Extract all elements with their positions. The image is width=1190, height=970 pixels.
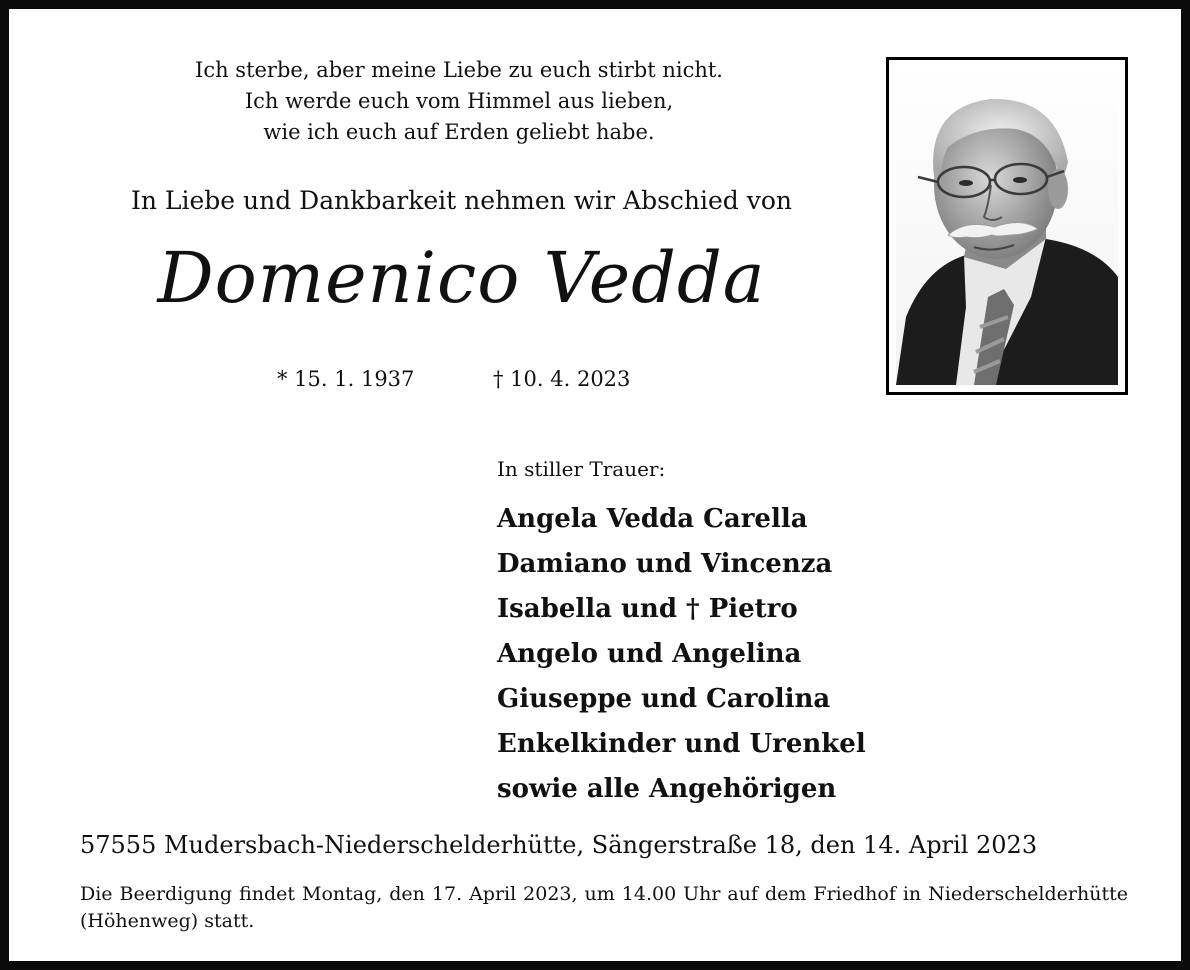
birth-date: * 15. 1. 1937 (277, 367, 415, 391)
list-item: Giuseppe und Carolina (497, 684, 831, 714)
quote-line: Ich werde euch vom Himmel aus lieben, (244, 89, 674, 113)
portrait-photo-icon (896, 67, 1118, 385)
list-item: Enkelkinder und Urenkel (497, 729, 866, 759)
list-item: Damiano und Vincenza (497, 549, 833, 579)
farewell-intro: In Liebe und Dankbarkeit nehmen wir Abschied von (130, 186, 793, 215)
place-and-date: 57555 Mudersbach-Niederschelderhütte, Sängerstraße 18, den 14. April 2023 (80, 831, 1038, 859)
quote-line: Ich sterbe, aber meine Liebe zu euch stirbt nicht. (195, 58, 723, 82)
mourning-label: In stiller Trauer: (497, 457, 666, 481)
list-item: Angelo und Angelina (497, 639, 802, 669)
list-item: Angela Vedda Carella (497, 504, 808, 534)
memorial-quote (49, 55, 869, 148)
funeral-notice: Die Beerdigung findet Montag, den 17. April 2023, um 14.00 Uhr auf dem Friedhof in Niederschelderhütte (Höhenweg) statt. (80, 883, 1128, 932)
mourners-list (497, 497, 866, 806)
list-item: Isabella und † Pietro (497, 594, 798, 624)
death-date: † 10. 4. 2023 (493, 367, 631, 391)
portrait-photo (886, 57, 1128, 395)
deceased-name: Domenico Vedda (157, 237, 766, 319)
quote-line: wie ich euch auf Erden geliebt habe. (263, 120, 655, 144)
list-item: sowie alle Angehörigen (497, 774, 837, 804)
